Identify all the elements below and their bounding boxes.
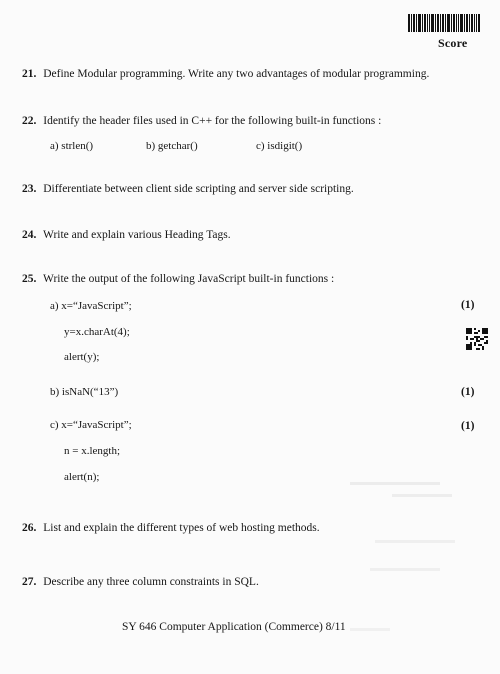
option-a: a) strlen() (50, 140, 94, 152)
question-number: 23. (22, 183, 37, 195)
marks-label: (1) (461, 420, 475, 432)
barcode (408, 14, 480, 32)
question-number: 25. (22, 273, 37, 285)
question-22 (22, 115, 381, 127)
code-line: alert(y); (64, 351, 100, 363)
question-24 (22, 229, 231, 241)
question-number: 22. (22, 115, 37, 127)
question-text: Write the output of the following JavaScript built-in functions : (43, 273, 335, 285)
question-number: 26. (22, 522, 37, 534)
question-text: Identify the header files used in C++ for the following built-in functions : (43, 115, 382, 127)
question-text: List and explain the different types of web hosting methods. (43, 522, 320, 534)
code-line: c) x=“JavaScript”; (50, 419, 132, 431)
question-text: Differentiate between client side scripting and server side scripting. (43, 183, 354, 195)
question-text: Define Modular programming. Write any two advantages of modular programming. (43, 68, 430, 80)
question-25 (22, 273, 334, 285)
page-footer: SY 646 Computer Application (Commerce) 8/11 (122, 621, 346, 633)
question-number: 24. (22, 229, 37, 241)
question-21 (22, 68, 429, 80)
qr-code (466, 328, 488, 350)
code-line: a) x=“JavaScript”; (50, 300, 132, 312)
question-text: Write and explain various Heading Tags. (43, 229, 231, 241)
question-number: 21. (22, 68, 37, 80)
question-26 (22, 522, 320, 534)
question-text: Describe any three column constraints in SQL. (43, 576, 259, 588)
score-label: Score (438, 36, 468, 50)
marks-label: (1) (461, 299, 475, 311)
question-23 (22, 183, 354, 195)
code-line: b) isNaN(“13”) (50, 386, 119, 398)
code-line: alert(n); (64, 471, 100, 483)
code-line: n = x.length; (64, 445, 121, 457)
option-b: b) getchar() (146, 140, 198, 152)
question-number: 27. (22, 576, 37, 588)
question-22-options (50, 140, 302, 152)
option-c: c) isdigit() (256, 140, 303, 152)
question-27 (22, 576, 259, 588)
marks-label: (1) (461, 386, 475, 398)
code-line: y=x.charAt(4); (64, 326, 130, 338)
